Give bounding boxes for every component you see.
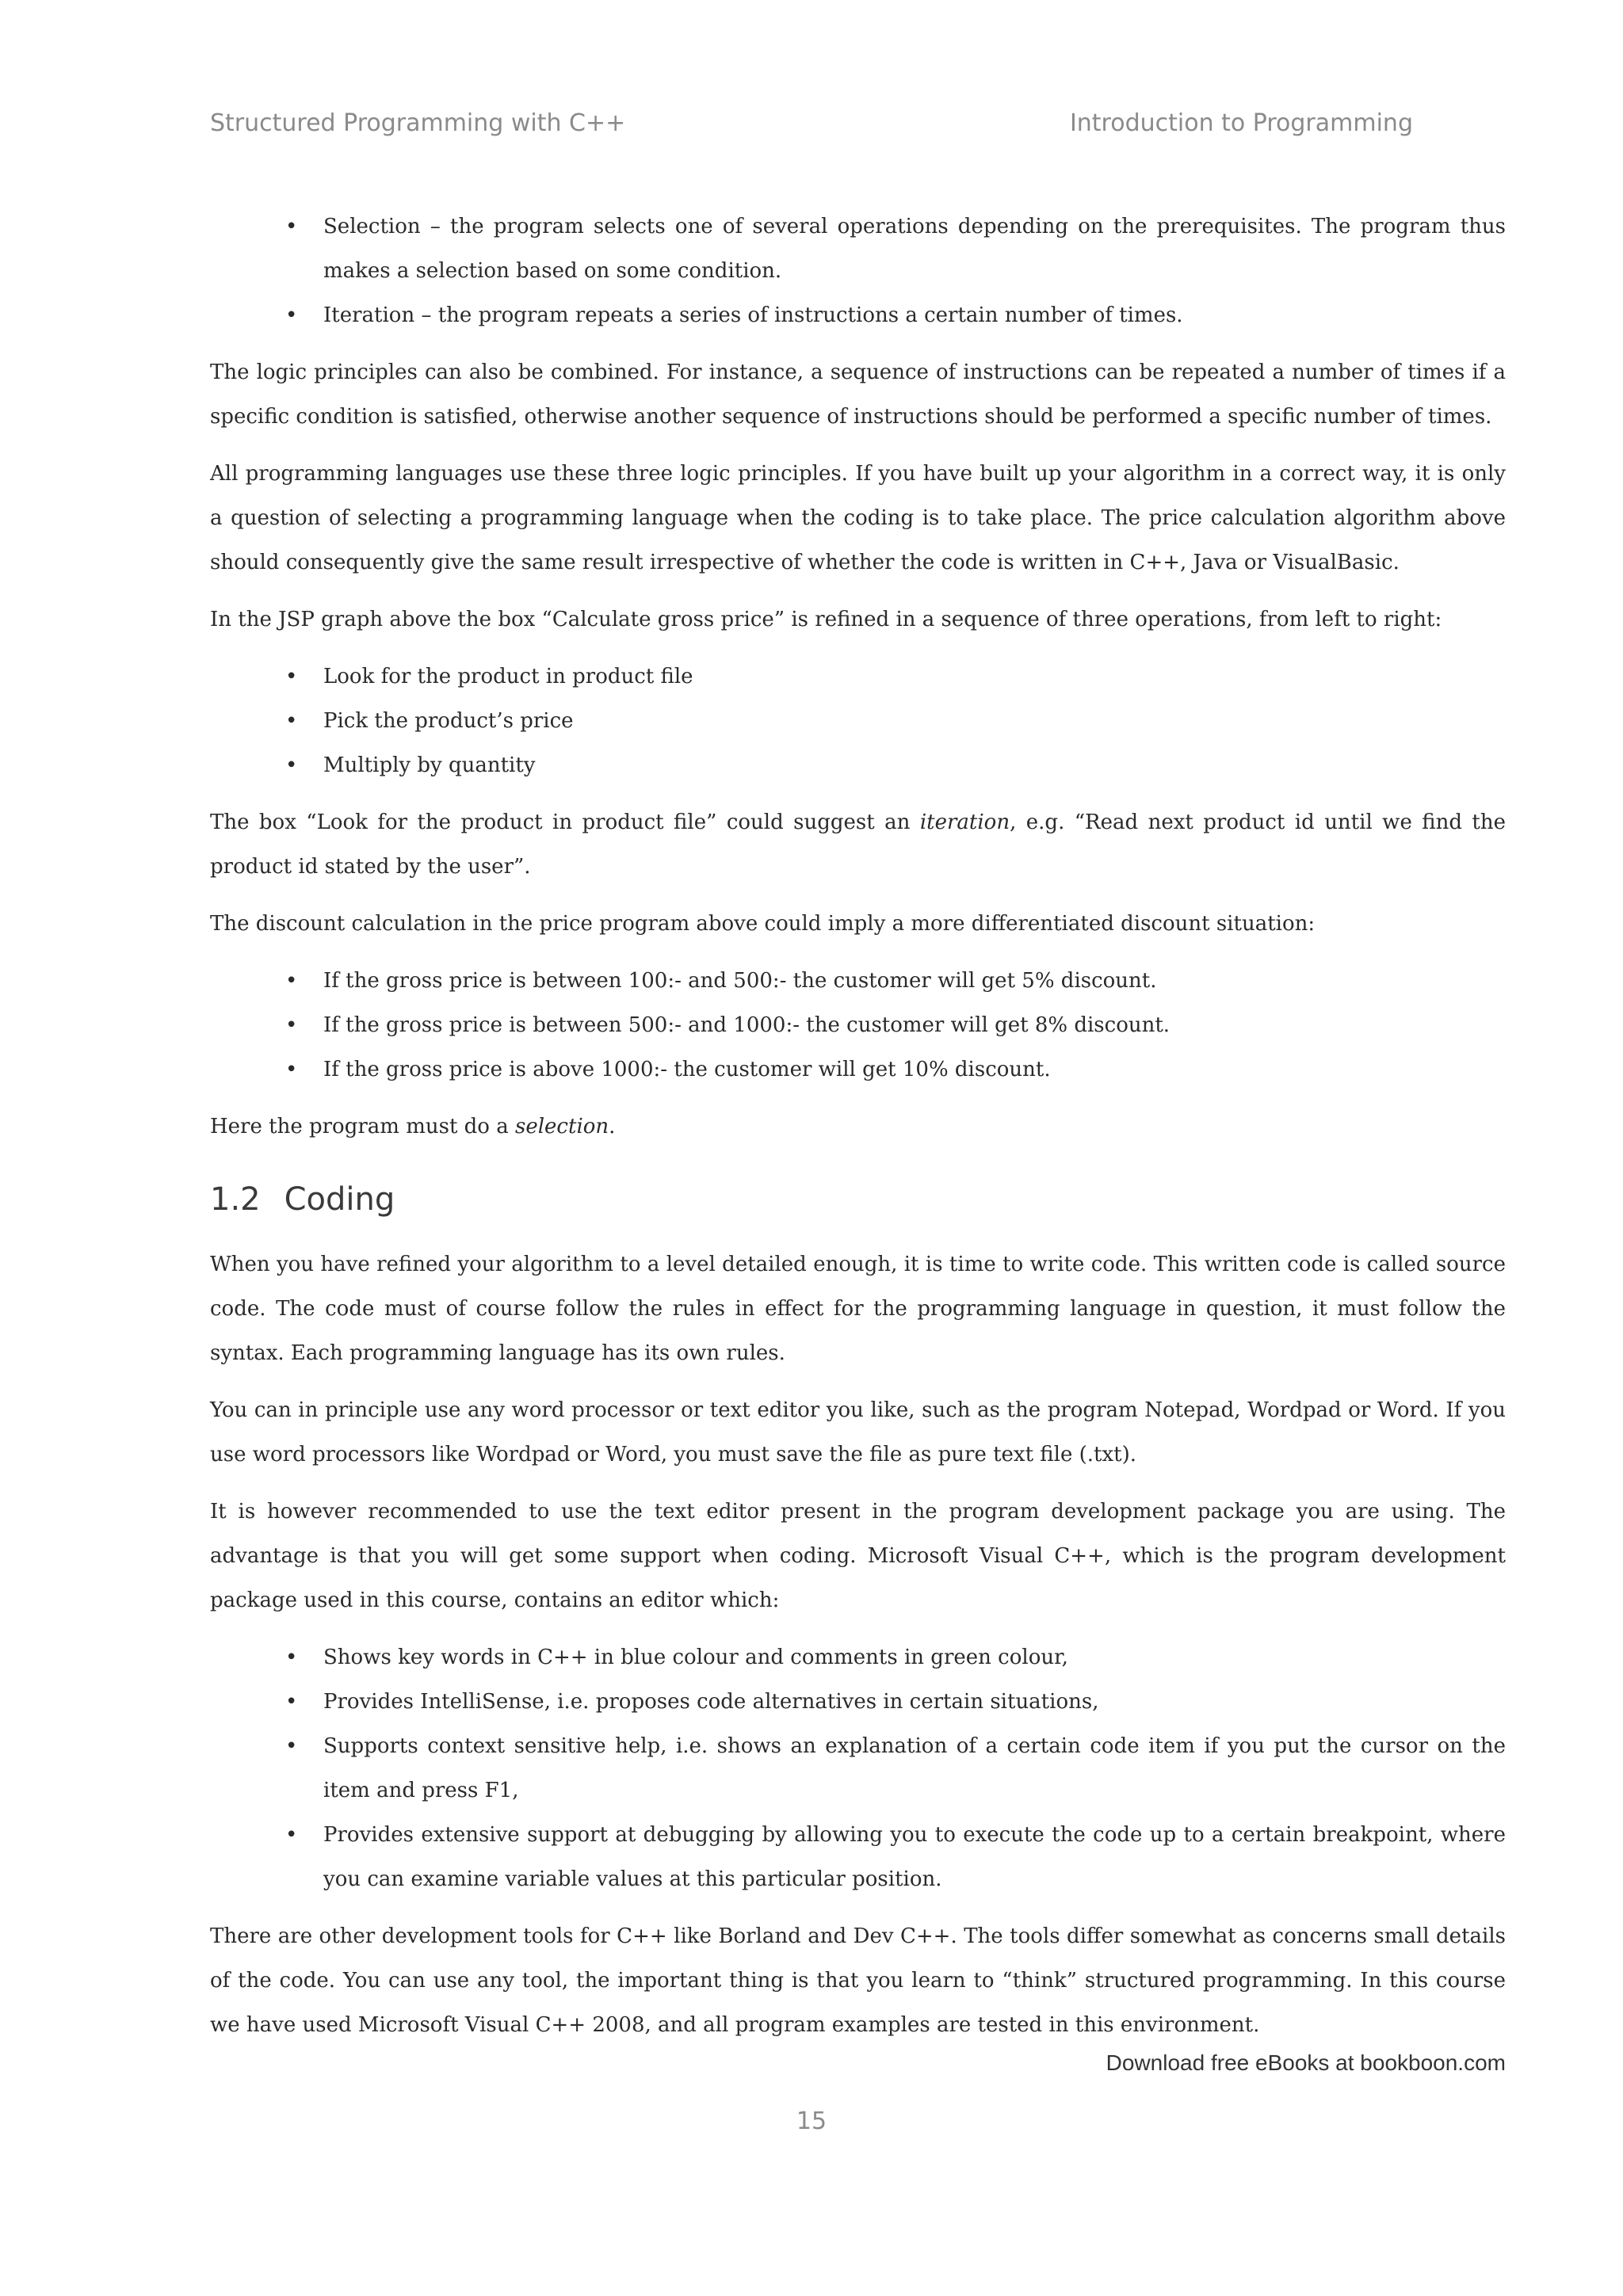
bullet-icon: • [285, 1734, 298, 1758]
paragraph: It is however recommended to use the text editor present in the program development package you are using. The advantage is that you will get some support when coding. Microsoft Visual C++, which is the program development package used in this course, contains an editor which: [210, 1500, 1506, 1612]
header-book-title: Structured Programming with C++ [210, 109, 626, 137]
list-item: • Selection – the program selects one of several operations depending on the prerequisites. The program thus makes a selection based on some condition. [323, 204, 1506, 293]
paragraph: There are other development tools for C++ like Borland and Dev C++. The tools differ somewhat as concerns small details of the code. You can use any tool, the important thing is that you learn to “think” structured programming. In this course we have used Microsoft Visual C++ 2008, and all program examples are tested in this environment. [210, 1924, 1506, 2037]
section-heading [210, 1177, 1506, 1222]
discount-rules-list [210, 959, 1506, 1092]
paragraph: The discount calculation in the price program above could imply a more differentiated discount situation: [210, 912, 1316, 936]
bullet-icon: • [285, 1823, 298, 1847]
editor-features-list [210, 1635, 1506, 1901]
list-item: • Iteration – the program repeats a series of instructions a certain number of times. [323, 293, 1506, 338]
paragraph: In the JSP graph above the box “Calculate gross price” is refined in a sequence of three operations, from left to right: [210, 608, 1442, 631]
page-content [210, 204, 1506, 2060]
section-number: 1.2 [210, 1181, 261, 1218]
bullet-icon: • [285, 1058, 298, 1081]
bullet-icon: • [285, 1690, 298, 1714]
header-chapter-title: Introduction to Programming [1069, 109, 1413, 137]
list-item: • If the gross price is between 100:- and 500:- the customer will get 5% discount. [323, 959, 1506, 1003]
bullet-icon: • [285, 753, 298, 777]
bullet-icon: • [285, 969, 298, 993]
list-item: • Shows key words in C++ in blue colour and comments in green colour, [323, 1635, 1506, 1680]
list-item: • If the gross price is above 1000:- the customer will get 10% discount. [323, 1047, 1506, 1092]
paragraph: Here the program must do a selection. [210, 1115, 616, 1138]
bullet-icon: • [285, 665, 298, 688]
paragraph: When you have refined your algorithm to a level detailed enough, it is time to write code. This written code is called source code. The code must of course follow the rules in effect for the programming language in question, it must follow the syntax. Each programming language has its own rules. [210, 1253, 1506, 1365]
page-number: 15 [796, 2107, 827, 2135]
bullet-icon: • [285, 215, 298, 238]
paragraph: The logic principles can also be combined. For instance, a sequence of instructions can be repeated a number of times if a specific condition is satisfied, otherwise another sequence of instructions should be performed a specific number of times. [210, 360, 1506, 429]
list-item: • Provides extensive support at debugging by allowing you to execute the code up to a certain breakpoint, where you can examine variable values at this particular position. [323, 1813, 1506, 1901]
list-item: • Pick the product’s price [323, 699, 1506, 743]
running-header [210, 109, 1413, 141]
paragraph: The box “Look for the product in product file” could suggest an iteration, e.g. “Read next product id until we find the product id stated by the user”. [210, 810, 1506, 879]
section-title: Coding [284, 1181, 395, 1218]
paragraph: All programming languages use these three logic principles. If you have built up your algorithm in a correct way, it is only a question of selecting a programming language when the coding is to take place. The price calculation algorithm above should consequently give the same result irrespective of whether the code is written in C++, Java or VisualBasic. [210, 462, 1506, 574]
gross-price-steps-list [210, 654, 1506, 788]
bullet-icon: • [285, 303, 298, 327]
bullet-icon: • [285, 1013, 298, 1037]
bullet-icon: • [285, 1646, 298, 1669]
logic-principles-list [210, 204, 1506, 338]
list-item: • Multiply by quantity [323, 743, 1506, 788]
list-item: • Look for the product in product file [323, 654, 1506, 699]
list-item: • Supports context sensitive help, i.e. shows an explanation of a certain code item if you put the cursor on the item and press F1, [323, 1724, 1506, 1813]
paragraph: You can in principle use any word processor or text editor you like, such as the program Notepad, Wordpad or Word. If you use word processors like Wordpad or Word, you must save the file as pure text file (.txt). [210, 1398, 1506, 1466]
list-item: • If the gross price is between 500:- and 1000:- the customer will get 8% discount. [323, 1003, 1506, 1047]
bullet-icon: • [285, 709, 298, 733]
download-link[interactable]: Download free eBooks at bookboon.com [1106, 2050, 1506, 2075]
list-item: • Provides IntelliSense, i.e. proposes code alternatives in certain situations, [323, 1680, 1506, 1724]
